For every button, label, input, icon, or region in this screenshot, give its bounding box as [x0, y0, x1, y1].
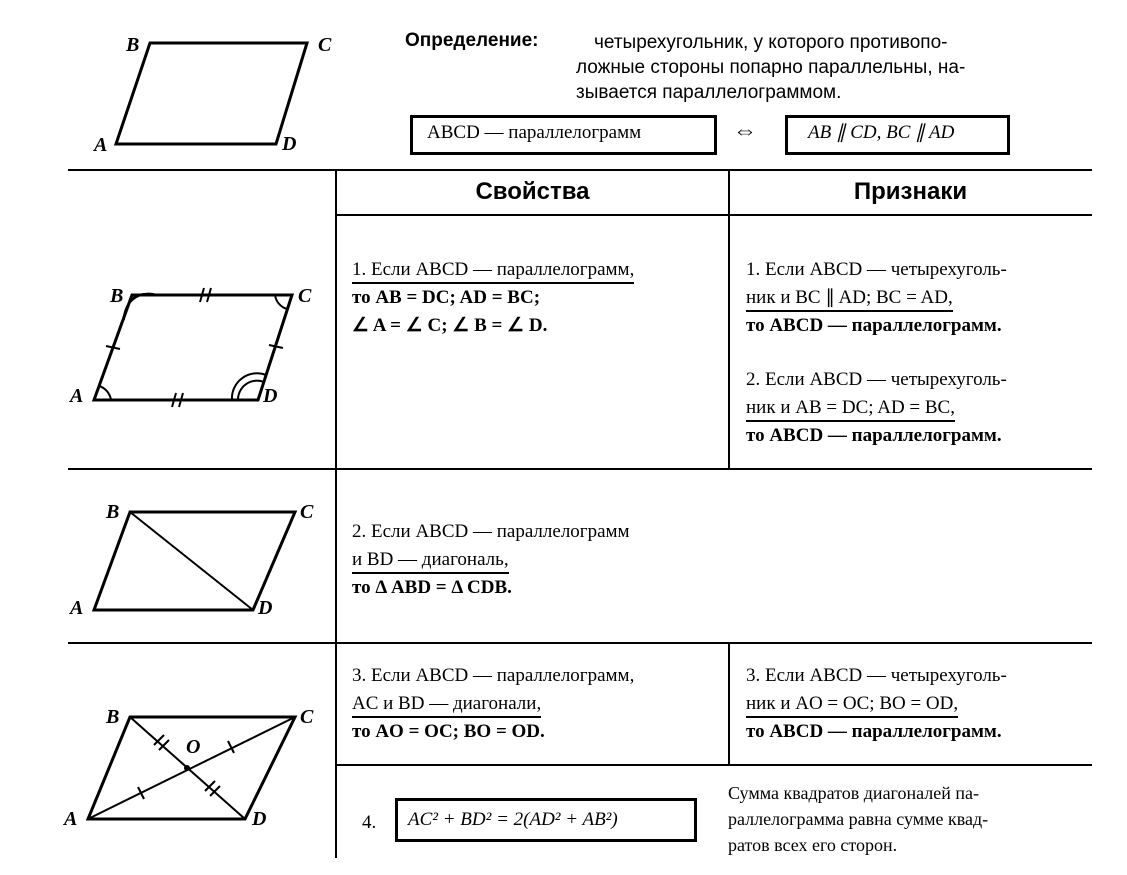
definition-line-1: четырехугольник, у которого противопо-: [594, 32, 948, 53]
vertex-label-c: C: [318, 34, 332, 56]
vertex-label-b: B: [106, 501, 120, 523]
parallelogram-figure-definition: [80, 20, 340, 160]
property-2-line-3: то Δ ABD = Δ CDB.: [352, 577, 512, 598]
property-4-text-line-3: ратов всех его сторон.: [728, 835, 898, 855]
vertex-label-a: A: [70, 385, 84, 407]
vertex-label-c: C: [300, 501, 314, 523]
equivalence-sign: ⇔: [733, 118, 757, 144]
vertex-label-a: A: [94, 134, 108, 156]
vertex-label-c: C: [300, 706, 314, 728]
parallelogram-figure-diagonal: [60, 490, 340, 630]
property-3: [352, 662, 634, 746]
header-properties: Свойства: [475, 178, 590, 205]
definition-box-right-text: AB ∥ CD, BC ∥ AD: [808, 122, 955, 143]
criterion-1-line-3: то ABCD — параллелограмм.: [746, 315, 1002, 336]
criterion-3-line-2: ник и AO = OC; BO = OD,: [746, 692, 958, 718]
property-4-text-line-2: раллелограмма равна сумме квад-: [728, 809, 989, 829]
vertex-label-d: D: [252, 808, 267, 830]
property-2: [352, 518, 630, 602]
criterion-2-line-2: ник и AB = DC; AD = BC,: [746, 396, 955, 422]
definition-box-right: [785, 115, 1010, 155]
vertex-label-b: B: [126, 34, 140, 56]
property-4-formula: AC² + BD² = 2(AD² + AB²): [408, 809, 618, 830]
definition-box-left-text: ABCD — параллелограмм: [427, 122, 642, 143]
vertex-label-d: D: [258, 597, 273, 619]
criterion-1-line-2: ник и BC ∥ AD; BC = AD,: [746, 286, 953, 312]
definition-text: [560, 30, 1080, 105]
criterion-2-line-3: то ABCD — параллелограмм.: [746, 425, 1002, 446]
property-1-line-3: ∠ A = ∠ C; ∠ B = ∠ D.: [352, 315, 548, 336]
criterion-3-line-3: то ABCD — параллелограмм.: [746, 721, 1002, 742]
criterion-2-line-1: 2. Если ABCD — четырехуголь-: [746, 369, 1007, 390]
parallelogram-figure-sides-angles: [60, 270, 340, 420]
property-3-line-2: AC и BD — диагонали,: [352, 692, 541, 718]
definition-line-3: зывается параллелограммом.: [576, 82, 842, 103]
vertex-label-b: B: [106, 706, 120, 728]
parallelogram-figure-diagonals: [60, 695, 340, 840]
vertex-label-c: C: [298, 285, 312, 307]
property-4-number: 4.: [362, 812, 377, 833]
property-1-line-2: то AB = DC; AD = BC;: [352, 287, 541, 308]
vertex-label-a: A: [70, 597, 84, 619]
property-3-line-1: 3. Если ABCD — параллелограмм,: [352, 665, 635, 686]
vertex-label-o: O: [186, 736, 201, 758]
vertex-label-d: D: [282, 133, 297, 155]
definition-label: Определение:: [405, 30, 539, 51]
criterion-1-line-1: 1. Если ABCD — четырехуголь-: [746, 259, 1007, 280]
criterion-2: [746, 366, 1007, 450]
criterion-3-line-1: 3. Если ABCD — четырехуголь-: [746, 665, 1007, 686]
property-3-line-3: то AO = OC; BO = OD.: [352, 721, 545, 742]
property-4-text-line-1: Сумма квадратов диагоналей па-: [728, 783, 979, 803]
definition-box-left: [410, 115, 717, 155]
property-4-formula-box: [395, 798, 697, 842]
property-1-line-1: 1. Если ABCD — параллелограмм,: [352, 258, 634, 284]
property-2-line-2: и BD — диагональ,: [352, 548, 509, 574]
vertex-label-d: D: [263, 385, 278, 407]
property-4-text: [728, 780, 988, 858]
header-criteria: Признаки: [853, 178, 968, 205]
vertex-label-a: A: [64, 808, 78, 830]
definition-line-2: ложные стороны попарно параллельны, на-: [576, 57, 966, 78]
property-2-line-1: 2. Если ABCD — параллелограмм: [352, 521, 630, 542]
property-1: [352, 256, 634, 340]
criterion-3: [746, 662, 1007, 746]
criterion-1: [746, 256, 1007, 340]
vertex-label-b: B: [110, 285, 124, 307]
